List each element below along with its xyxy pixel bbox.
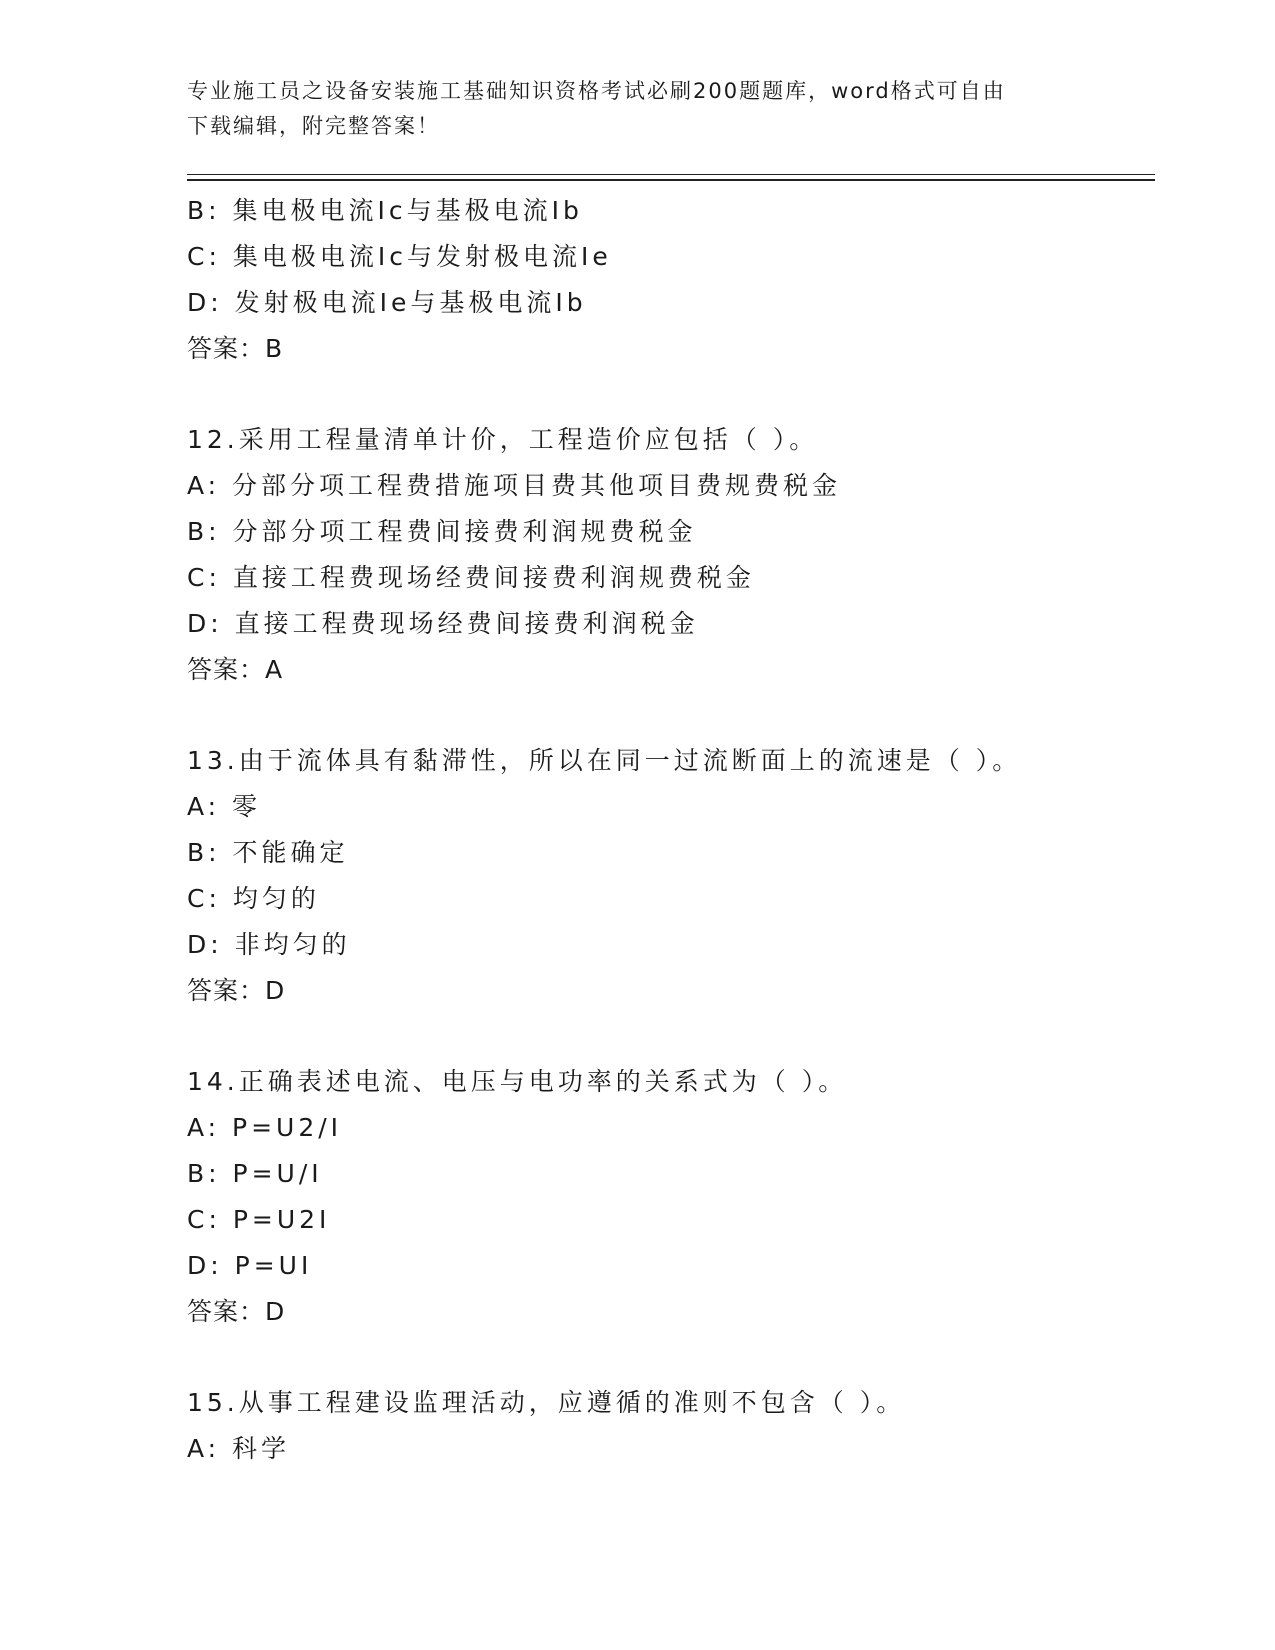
header-line-2: 下载编辑，附完整答案！: [187, 114, 440, 138]
option-d: D: P=UI: [187, 1251, 313, 1280]
answer: 答案：A: [187, 655, 284, 684]
header-line-1: 专业施工员之设备安装施工基础知识资格考试必刷200题题库，word格式可自由: [187, 79, 1006, 103]
question-title: 14.正确表述电流、电压与电功率的关系式为（ ）。: [187, 1067, 848, 1096]
option-b: B: 不能确定: [187, 838, 349, 867]
option-c: C: 直接工程费现场经费间接费利润规费税金: [187, 563, 755, 592]
question-list: [187, 188, 1155, 1472]
option-d: D: 发射极电流Ie与基极电流Ib: [187, 288, 587, 317]
question-11: [187, 188, 1155, 372]
option-d: D: 直接工程费现场经费间接费利润税金: [187, 609, 699, 638]
option-a: A: 科学: [187, 1434, 291, 1463]
answer: 答案：B: [187, 334, 284, 363]
answer: 答案：D: [187, 1297, 286, 1326]
question-title: 13.由于流体具有黏滞性，所以在同一过流断面上的流速是（ ）。: [187, 746, 1022, 775]
option-c: C: 均匀的: [187, 884, 320, 913]
answer: 答案：D: [187, 976, 286, 1005]
option-c: C: P=U2I: [187, 1205, 331, 1234]
question-title: 15.从事工程建设监理活动，应遵循的准则不包含（ ）。: [187, 1388, 906, 1417]
header-divider-thin: [187, 174, 1155, 175]
option-b: B: 集电极电流Ic与基极电流Ib: [187, 196, 583, 225]
option-d: D: 非均匀的: [187, 930, 351, 959]
question-13: [187, 738, 1155, 1014]
option-b: B: P=U/I: [187, 1159, 323, 1188]
question-title: 12.采用工程量清单计价，工程造价应包括（ ）。: [187, 425, 819, 454]
question-14: [187, 1059, 1155, 1335]
header-divider-thick: [187, 179, 1155, 181]
option-b: B: 分部分项工程费间接费利润规费税金: [187, 517, 697, 546]
option-c: C: 集电极电流Ic与发射极电流Ie: [187, 242, 612, 271]
option-a: A: 分部分项工程费措施项目费其他项目费规费税金: [187, 471, 842, 500]
question-15: [187, 1380, 1155, 1472]
question-12: [187, 417, 1155, 693]
document-header: [187, 74, 1067, 144]
option-a: A: P=U2/I: [187, 1113, 343, 1142]
option-a: A: 零: [187, 792, 262, 821]
